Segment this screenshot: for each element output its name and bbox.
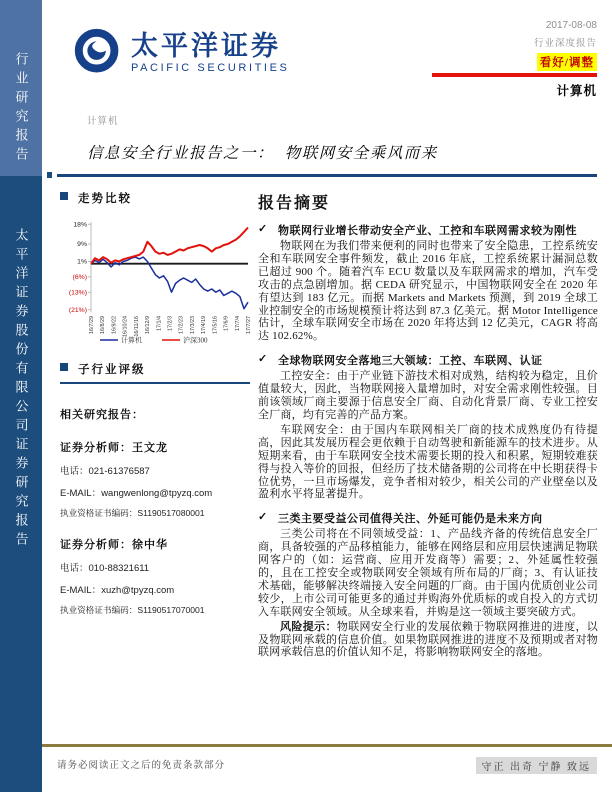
svg-text:16/8/29: 16/8/29 [100, 316, 107, 334]
analyst-cert: 执业资格证书编码：S1190517070001 [60, 605, 205, 615]
footer-rule [42, 744, 612, 747]
svg-text:17/7/27: 17/7/27 [246, 316, 252, 334]
analyst-name: 证券分析师：徐中华 [60, 539, 168, 551]
analyst-email: E-MAIL：xuzh@tpyzq.com [60, 585, 175, 596]
logo-icon [57, 12, 123, 93]
check-icon: ✓ [258, 511, 268, 524]
footer-disclaimer: 请务必阅读正文之后的免责条款部分 [57, 761, 226, 771]
related-reports-heading: 相关研究报告： [60, 409, 144, 421]
sidebar-bottom [0, 176, 42, 792]
bullet-paragraph: 三类公司将在不同领域受益：1、产品线齐备的传统信息安全厂商，具备较强的产品移植能力，能够在网络层和应用层快速满足物联网客户的（如：运营商、应用开发商等）需要；2、外延属性较强的，且在工控安全或物联网安全领域有所布局的厂商；3、有认证技术基础，能够解决终端接入安全问题的厂商。由于国内优质创业公司较少，上市公司可能更多的通过并购海外优质标的或自投入的方式切入车联网安全领域。从全球来看，并购是这一领域主要突破方式。 [258, 528, 598, 618]
page-title: 信息安全行业报告之一： 物联网安全乘风而来 [87, 145, 438, 162]
svg-text:16/12/9: 16/12/9 [145, 316, 152, 334]
bullet-title: ✓ 物联网行业增长带动安全产业、工控和车联网需求较为刚性 [258, 223, 577, 237]
sidebar-bottom-label: 太平洋证券股份有限公司证券研究报告 [13, 228, 29, 551]
trend-chart [60, 216, 252, 355]
svg-text:(13%): (13%) [68, 289, 87, 297]
svg-text:16/11/16: 16/11/16 [133, 316, 140, 337]
category-label: 计算机 [87, 117, 119, 127]
svg-text:沪深300: 沪深300 [183, 336, 208, 345]
svg-text:(6%): (6%) [72, 274, 87, 282]
check-icon: ✓ [258, 353, 268, 366]
svg-text:16/9/22: 16/9/22 [111, 316, 118, 334]
analyst-cert: 执业资格证书编码：S1190517080001 [60, 508, 205, 518]
footer-motto: 守正 出奇 宁静 致远 [476, 757, 598, 774]
svg-text:18%: 18% [73, 221, 87, 229]
risk-label: 风险提示： [280, 620, 337, 633]
bullet-paragraph: 工控安全：由于产业链下游技术相对成熟，结构较为稳定，且价值量较大，因此，当物联网接入量增加时，对安全需求刚性较强。目前该领域厂商主要源于信息安全厂商、自动化背景厂商、专业工控安全厂商，均有完善的产品方案。 [258, 370, 598, 421]
svg-text:17/1/4: 17/1/4 [156, 316, 163, 331]
summary-heading: 报告摘要 [258, 195, 331, 212]
risk-paragraph: 风险提示：物联网安全行业的发展依赖于物联网推进的进度，以及物联网承载的信息价值。如果物联网推进的进度不及预期或者对物联网承载信息的价值认知不足，将影响物联网安全的落地。 [258, 620, 599, 659]
report-type: 行业深度报告 [533, 39, 597, 49]
logo-cn-text: 太平洋证券 [131, 30, 281, 61]
square-bullet-icon [60, 192, 68, 200]
svg-text:17/5/16: 17/5/16 [212, 316, 219, 334]
logo-en-text: PACIFIC SECURITIES [131, 61, 290, 74]
check-icon: ✓ [258, 223, 268, 235]
title-rule [57, 174, 597, 177]
analyst-phone: 电话：021-61376587 [60, 466, 150, 477]
header-red-line [432, 73, 597, 77]
bullet-paragraph: 车联网安全：由于国内车联网相关厂商的技术成熟度仍有待提高，因此其发展历程会更依赖于自动驾驶和新能源车的技术进步。从短期来看，由于车联网安全技术需要长期的投入和积累，短期较难获得与投入等价的回报，但经历了技术储备期的公司将在中长期获得卡位优势，一旦市场爆发，竞争者相对较少，相关公司的产业壁垒以及盈利水平将显著提升。 [258, 423, 598, 501]
sidebar-top-label: 行业研究报告 [13, 52, 29, 166]
sidebar-top [0, 0, 42, 176]
rating-badge: 看好/调整 [537, 53, 597, 71]
industry-label: 计算机 [556, 84, 597, 98]
svg-text:17/6/9: 17/6/9 [223, 316, 230, 331]
analyst-name: 证券分析师：王文龙 [60, 442, 168, 454]
trend-heading: 走势比较 [60, 190, 252, 206]
report-date: 2017-08-08 [545, 20, 597, 31]
analyst-phone: 电话：010-88321611 [60, 563, 150, 574]
square-bullet-icon [60, 363, 68, 371]
svg-text:16/10/24: 16/10/24 [122, 316, 129, 337]
svg-text:17/3/23: 17/3/23 [189, 316, 196, 334]
subrating-heading: 子行业评级 [60, 361, 252, 377]
svg-text:16/7/29: 16/7/29 [89, 316, 95, 334]
logo [57, 12, 289, 93]
svg-text:17/2/23: 17/2/23 [178, 316, 185, 334]
bullet-title: ✓ 全球物联网安全落地三大领域：工控、车联网、认证 [258, 353, 543, 368]
svg-text:9%: 9% [77, 241, 87, 249]
subrating-rule [60, 382, 250, 384]
sidebar-notch [47, 172, 52, 178]
bullet-title: ✓ 三类主要受益公司值得关注、外延可能仍是未来方向 [258, 511, 543, 526]
svg-text:17/2/3: 17/2/3 [167, 316, 174, 331]
analyst-email: E-MAIL：wangwenlong@tpyzq.com [60, 488, 213, 499]
bullet-paragraph: 物联网在为我们带来便利的同时也带来了安全隐患，工控系统安全和车联网安全事件频发，截止 2016 年底，工控系统累计漏洞总数已超过 900 个。随着汽车 ECU 数量以及车联网需求的增加，汽车受攻击的点急剧增加。据 CEDA 研究显示，中国物联网安全在 2020 年有望达到 183 亿元。而据 Markets and Markets 预测，到 2019 全球工业控制安全的市场规模预计将达到 87.3 亿美元。据 Motor Intelligence 估计，全球车联网安全市场在 2020 年将达到 12 亿美元，CAGR 将高达 102.62%。 [258, 240, 598, 343]
svg-text:(21%): (21%) [68, 307, 87, 314]
svg-text:17/7/4: 17/7/4 [234, 316, 241, 331]
svg-text:1%: 1% [77, 258, 87, 266]
svg-text:17/4/19: 17/4/19 [201, 316, 208, 334]
svg-text:计算机: 计算机 [121, 336, 142, 345]
